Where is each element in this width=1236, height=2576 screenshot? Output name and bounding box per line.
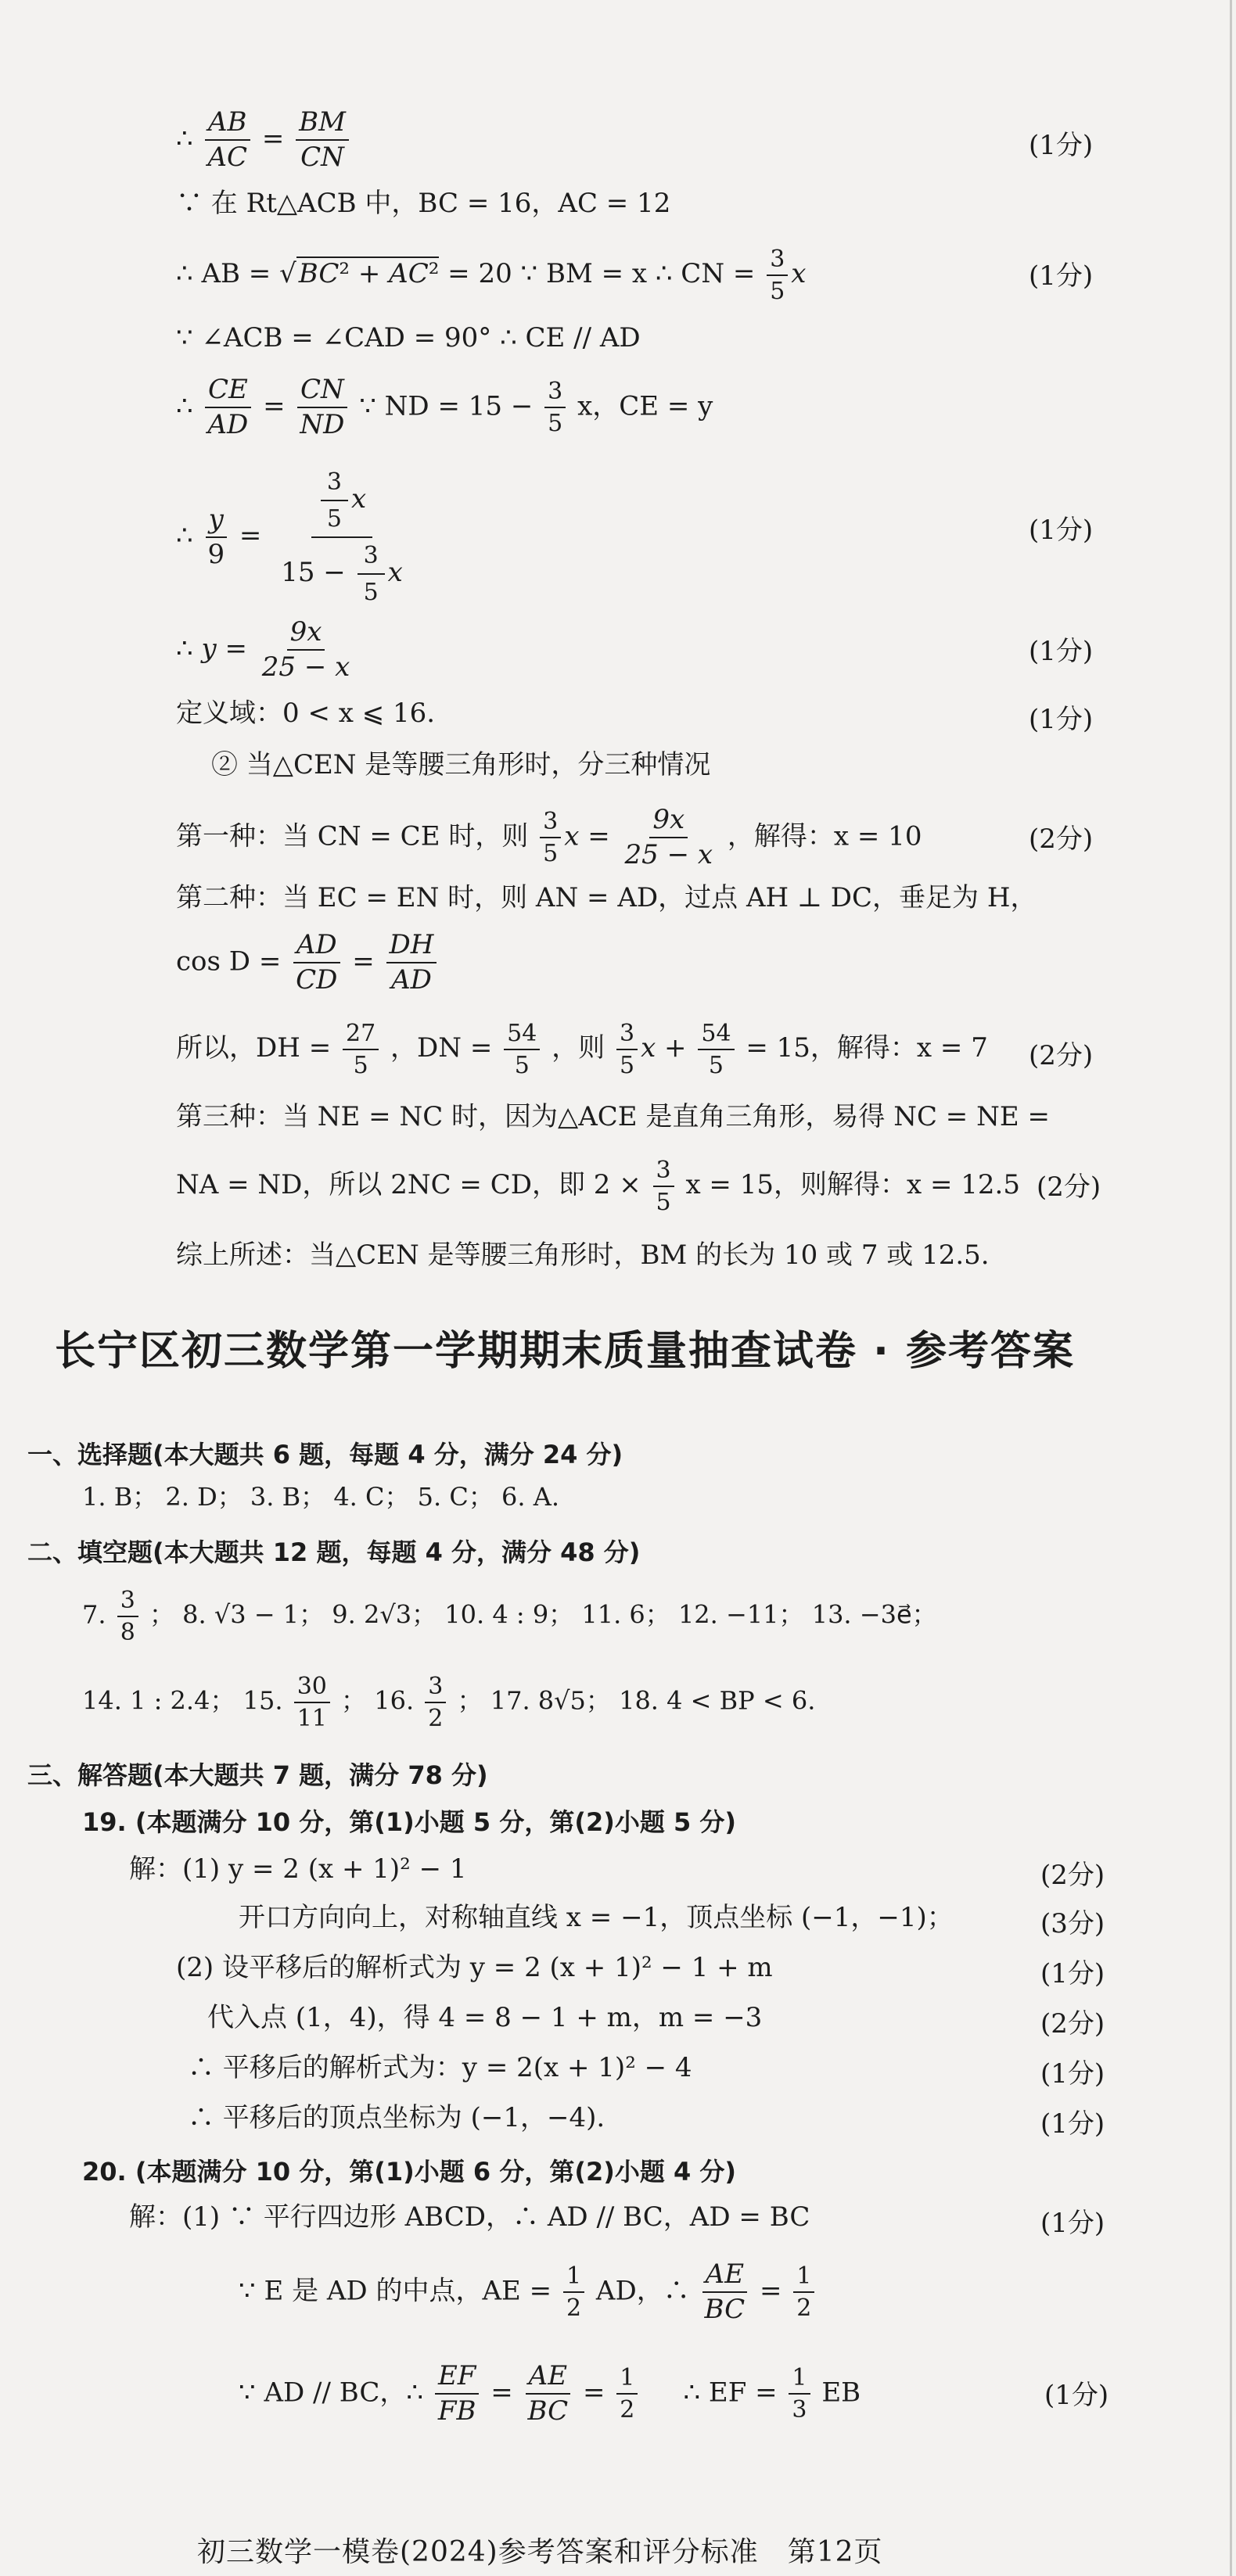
- score-mark: (2分): [1040, 2008, 1105, 2040]
- fraction-3-5: $\frac{3}{5}$: [767, 246, 788, 304]
- section-solve-heading: 三、解答题(本大题共 7 题，满分 78 分): [27, 1760, 488, 1790]
- compound-fraction: $\frac{3}{5}$ x 15 − $\frac{3}{5}$ x: [281, 468, 403, 606]
- fraction-9x-25-x: $\frac{9x}{25 - x}$: [261, 616, 350, 683]
- q19-heading: 19. (本题满分 10 分，第(1)小题 5 分，第(2)小题 5 分): [82, 1807, 737, 1837]
- score-mark: (1分): [1029, 636, 1094, 667]
- fraction-dh-ad: $\frac{DH}{AD}$: [386, 931, 437, 996]
- sqrt-expression: √BC² + AC²: [279, 258, 440, 289]
- fraction-3-5: $\frac{3}{5}$: [540, 809, 561, 866]
- q19-answer-3: (2) 设平移后的解析式为 y = 2 (x + 1)² − 1 + m: [176, 1952, 773, 1983]
- fill-answers-row-2: 14. 1 : 2.4； 15. $\frac{30}{11}$ ； 16. $\frac{3}{2}$ ； 17. 8√5； 18. 4 < BP < 6.: [82, 1673, 816, 1732]
- section-fill-heading: 二、填空题(本大题共 12 题，每题 4 分，满分 48 分): [27, 1537, 641, 1567]
- case-three-result: NA = ND，所以 2NC = CD，即 2 × $\frac{3}{5}$ x = 15，则解得：x = 12.5: [176, 1157, 1020, 1216]
- case-intro-line: ② 当△CEN 是等腰三角形时，分三种情况: [211, 749, 711, 780]
- fraction-3-5: $\frac{3}{5}$: [544, 379, 566, 436]
- q19-answer-6: ∴ 平移后的顶点坐标为 (−1，−4).: [188, 2102, 605, 2133]
- score-mark: (2分): [1040, 1860, 1105, 1891]
- given-triangle-line: ∵ 在 Rt△ACB 中，BC = 16，AC = 12: [176, 188, 671, 219]
- case-three-line: 第三种：当 NE = NC 时，因为△ACE 是直角三角形，易得 NC = NE =: [176, 1101, 1050, 1132]
- score-mark: (1分): [1040, 2108, 1105, 2140]
- ratio-ce-ad-line: ∴ $\frac{CE}{AD}$ = $\frac{CN}{ND}$ ∵ ND = 15 − $\frac{3}{5}$ x，CE = y: [176, 374, 713, 441]
- score-mark: (1分): [1029, 260, 1094, 292]
- score-mark: (1分): [1040, 2208, 1105, 2239]
- q19-answer-5: ∴ 平移后的解析式为：y = 2(x + 1)² − 4: [188, 2052, 692, 2083]
- fraction-bm-cn: $\frac{BM}{CN}$: [296, 108, 349, 173]
- ab-length-line: ∴ AB = √BC² + AC² = 20 ∵ BM = x ∴ CN = $\frac{3}{5}$ x: [176, 246, 807, 305]
- score-mark: (1分): [1040, 1958, 1105, 1989]
- score-mark: (1分): [1029, 704, 1094, 735]
- dh-dn-line: 所以，DH = $\frac{27}{5}$ ，DN = $\frac{54}{5}$ ，则 $\frac{3}{5}$ x + $\frac{54}{5}$ = 15，解得：x = 7: [176, 1020, 988, 1079]
- q19-answer-2: 开口方向向上，对称轴直线 x = −1，顶点坐标 (−1，−1)；: [239, 1902, 954, 1933]
- page-edge-divider: [1230, 0, 1232, 2576]
- section-choice-heading: 一、选择题(本大题共 6 题，每题 4 分，满分 24 分): [27, 1440, 623, 1469]
- domain-line: 定义域：0 < x ⩽ 16.: [176, 698, 436, 729]
- score-mark: (1分): [1040, 2058, 1105, 2090]
- score-mark: (1分): [1029, 515, 1094, 546]
- page-footer: 初三数学一模卷(2024)参考答案和评分标准 第12页: [197, 2536, 883, 2568]
- fraction-ad-cd: $\frac{AD}{CD}$: [293, 931, 340, 996]
- ratio-ab-ac-line: ∴ $\frac{AB}{AC}$ = $\frac{BM}{CN}$: [176, 108, 352, 173]
- proportion-equation: ∴ $\frac{y}{9}$ = $\frac{3}{5}$ x 15 − $\frac{3}{5}$ x: [176, 469, 414, 605]
- fraction-ce-ad: $\frac{CE}{AD}$: [204, 375, 251, 440]
- case-one-line: 第一种：当 CN = CE 时，则 $\frac{3}{5}$ x = $\frac{9x}{25 - x}$ ，解得：x = 10: [176, 804, 922, 871]
- y-function-line: ∴ y = $\frac{9x}{25 - x}$: [176, 618, 356, 683]
- parallel-line: ∵ ∠ACB = ∠CAD = 90° ∴ CE // AD: [176, 322, 641, 353]
- q19-answer-4: 代入点 (1，4)，得 4 = 8 − 1 + m，m = −3: [207, 2002, 763, 2033]
- fraction-cn-nd: $\frac{CN}{ND}$: [296, 375, 347, 440]
- fill-answers-row-1: 7. $\frac{3}{8}$ ； 8. √3 − 1； 9. 2√3； 10. 4 : 9； 11. 6； 12. −11； 13. −3e⃗；: [82, 1587, 937, 1646]
- q20-answer-2: ∵ E 是 AD 的中点，AE = $\frac{1}{2}$ AD，∴ $\frac{AE}{BC}$ = $\frac{1}{2}$: [239, 2260, 817, 2325]
- q20-heading: 20. (本题满分 10 分，第(1)小题 6 分，第(2)小题 4 分): [82, 2157, 737, 2187]
- fraction-9x-25-x: $\frac{9x}{25 - x}$: [624, 804, 713, 871]
- score-mark: (2分): [1037, 1171, 1101, 1203]
- cos-d-line: cos D = $\frac{AD}{CD}$ = $\frac{DH}{AD}$: [176, 931, 440, 996]
- score-mark: (2分): [1029, 1040, 1094, 1071]
- q20-answer-3: ∵ AD // BC，∴ $\frac{EF}{FB}$ = $\frac{AE}{BC}$ = $\frac{1}{2}$ ∴ EF = $\frac{1}{3}$ EB: [239, 2360, 861, 2427]
- score-mark: (1分): [1029, 130, 1094, 161]
- fraction-y-9: $\frac{y}{9}$: [204, 505, 228, 570]
- section-title: 长宁区初三数学第一学期期末质量抽查试卷 · 参考答案: [55, 1328, 1075, 1375]
- q19-answer-1: 解：(1) y = 2 (x + 1)² − 1: [129, 1853, 467, 1885]
- case-two-line: 第二种：当 EC = EN 时，则 AN = AD，过点 AH ⊥ DC，垂足为 H，: [176, 882, 1037, 913]
- score-mark: (3分): [1040, 1908, 1105, 1939]
- choice-answers: 1. B； 2. D； 3. B； 4. C； 5. C； 6. A.: [82, 1482, 560, 1512]
- q20-answer-1: 解：(1) ∵ 平行四边形 ABCD，∴ AD // BC，AD = BC: [129, 2201, 810, 2233]
- score-mark: (2分): [1029, 823, 1094, 855]
- fraction-ab-ac: $\frac{AB}{AC}$: [204, 108, 250, 173]
- therefore-symbol: ∴: [176, 123, 193, 155]
- conclusion-line: 综上所述：当△CEN 是等腰三角形时，BM 的长为 10 或 7 或 12.5.: [176, 1240, 990, 1271]
- score-mark: (1分): [1044, 2380, 1109, 2411]
